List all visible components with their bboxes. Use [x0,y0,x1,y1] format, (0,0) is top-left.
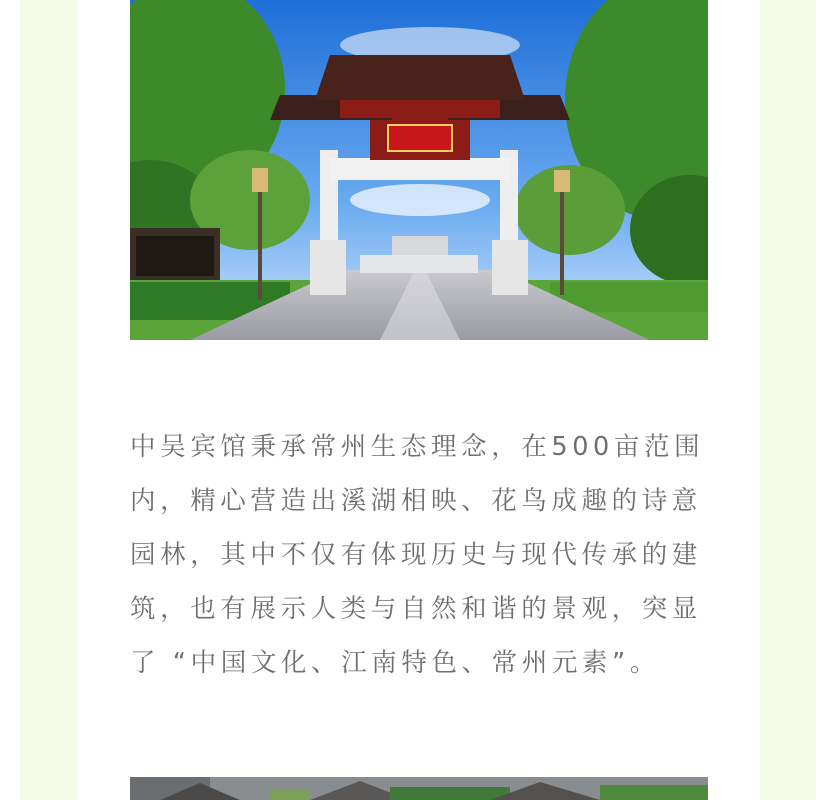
garden-rooftops-illustration [130,777,708,800]
article-line: 内，精心营造出溪湖相映、花鸟成趣的诗意 [130,486,702,516]
article-line: 筑，也有展示人类与自然和谐的景观，突显 [130,594,702,624]
garden-photo [130,777,708,800]
pailou-archway-illustration [130,0,708,340]
right-side-band [760,0,816,800]
archway-photo [130,0,708,340]
article-line: 园林，其中不仅有体现历史与现代传承的建 [130,540,702,570]
archway-sign [388,125,452,151]
article-line: 中吴宾馆秉承常州生态理念，在500亩范围 [130,432,705,462]
article-paragraph [130,420,710,690]
article-line: 了 “中国文化、江南特色、常州元素”。 [130,648,660,678]
left-side-band [20,0,77,800]
